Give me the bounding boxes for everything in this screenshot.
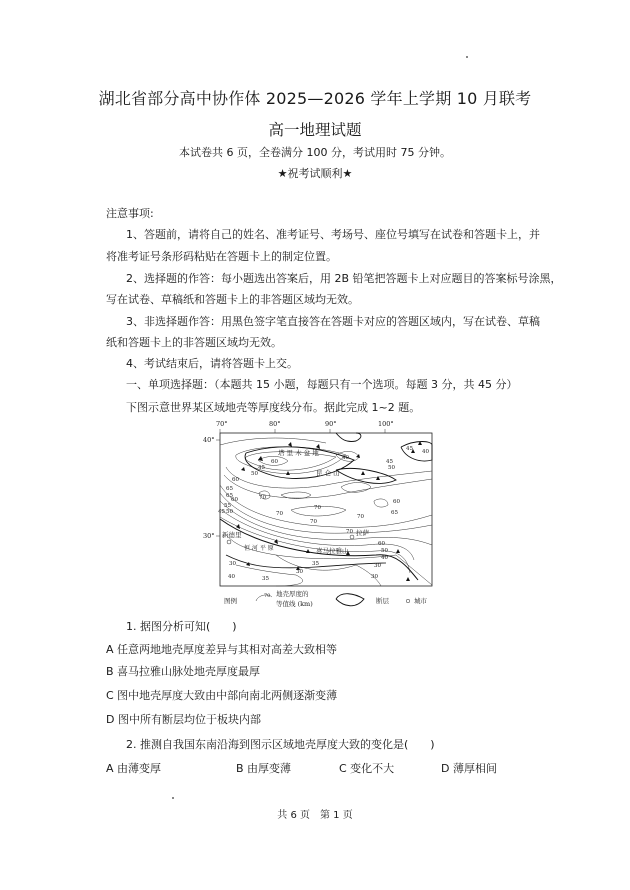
question-2-option-b[interactable]: B 由厚变薄 <box>236 762 292 775</box>
svg-text:60: 60 <box>378 541 385 547</box>
svg-text:65: 65 <box>391 510 398 516</box>
svg-text:70: 70 <box>264 593 271 599</box>
label-tarim: 塔 里 木 盆 地 <box>278 449 319 457</box>
svg-text:70: 70 <box>310 519 317 525</box>
svg-text:30: 30 <box>374 563 381 569</box>
notice-item-3-line1: 3、非选择题作答：用黑色签字笔直接答在答题卡对应的答题区域内，写在试卷、草稿 <box>126 315 540 328</box>
label-ganges: 恒 河 平 原 <box>244 545 274 552</box>
page-footer: 共 6 页 第 1 页 <box>277 810 353 821</box>
svg-text:40: 40 <box>228 574 235 580</box>
notice-item-1-line1: 1、答题前，请将自己的姓名、准考证号、考场号、座位号填写在试卷和答题卡上，并 <box>126 228 540 241</box>
question-1-option-b[interactable]: B 喜马拉雅山脉处地壳厚度最厚 <box>106 665 261 678</box>
svg-text:45: 45 <box>386 459 393 465</box>
notice-item-2-line1: 2、选择题的作答：每小题选出答案后，用 2B 铅笔把答题卡上对应题目的答案标号涂黑， <box>126 272 562 285</box>
svg-text:40°: 40° <box>203 436 215 444</box>
new-delhi-city-icon <box>227 540 231 544</box>
svg-text:断层: 断层 <box>376 597 389 605</box>
question-2-option-d[interactable]: D 薄厚相间 <box>441 762 497 775</box>
svg-text:100°: 100° <box>378 420 394 428</box>
svg-text:90°: 90° <box>325 420 337 428</box>
svg-text:30: 30 <box>296 569 303 575</box>
label-kunlun: 昆 仑 山 <box>316 469 340 477</box>
svg-text:地壳厚度的: 地壳厚度的 <box>276 590 309 598</box>
svg-text:40: 40 <box>422 449 429 455</box>
question-1-option-a[interactable]: A 任意两地地壳厚度差异与其相对高差大致相等 <box>106 643 338 656</box>
svg-text:60: 60 <box>231 497 238 503</box>
exam-info: 本试卷共 6 页，全卷满分 100 分，考试用时 75 分钟。 <box>179 146 451 159</box>
exam-wish: ★祝考试顺利★ <box>277 167 353 180</box>
svg-text:65: 65 <box>226 493 233 499</box>
svg-text:30°: 30° <box>203 532 215 540</box>
label-new-delhi: 新德里 <box>222 531 242 539</box>
svg-text:40: 40 <box>342 455 349 461</box>
crust-thickness-map <box>196 415 446 615</box>
notice-item-3-line2: 纸和答题卡上的非答题区域均无效。 <box>106 336 282 349</box>
svg-text:35: 35 <box>262 576 269 582</box>
question-1-stem: 1. 据图分析可知( ) <box>126 620 237 633</box>
city-legend-icon <box>406 599 410 603</box>
svg-text:70: 70 <box>346 529 353 535</box>
svg-text:等值线 (km): 等值线 (km) <box>276 600 313 608</box>
svg-text:40: 40 <box>381 555 388 561</box>
fault-legend-icon <box>336 594 364 606</box>
svg-text:70°: 70° <box>216 420 228 428</box>
stray-dot <box>466 56 468 58</box>
svg-text:70: 70 <box>357 514 364 520</box>
question-2-stem: 2. 推测自我国东南沿海到图示区域地壳厚度大致的变化是( ) <box>126 738 435 751</box>
question-2-option-a[interactable]: A 由薄变厚 <box>106 762 162 775</box>
svg-text:50: 50 <box>226 509 233 515</box>
svg-text:图例: 图例 <box>224 597 237 605</box>
svg-text:55: 55 <box>224 503 231 509</box>
question-1-option-c[interactable]: C 图中地壳厚度大致由中部向南北两侧逐渐变薄 <box>106 689 338 702</box>
svg-text:45: 45 <box>258 465 265 471</box>
question-2-option-c[interactable]: C 变化不大 <box>339 762 395 775</box>
svg-text:45: 45 <box>406 446 413 452</box>
svg-text:65: 65 <box>226 486 233 492</box>
svg-text:60: 60 <box>271 459 278 465</box>
label-himalaya: 喜马拉雅山 <box>316 547 349 555</box>
svg-text:80°: 80° <box>269 420 281 428</box>
svg-text:50: 50 <box>251 471 258 477</box>
svg-text:城市: 城市 <box>414 597 427 605</box>
svg-text:35: 35 <box>312 561 319 567</box>
label-lhasa: 拉萨 <box>356 529 369 537</box>
svg-text:70: 70 <box>276 511 283 517</box>
svg-text:60: 60 <box>232 477 239 483</box>
exam-title: 湖北省部分高中协作体 2025—2026 学年上学期 10 月联考 <box>98 89 532 108</box>
svg-text:30: 30 <box>371 574 378 580</box>
lhasa-city-icon <box>350 535 354 539</box>
notice-item-4: 4、考试结束后，请将答题卡上交。 <box>126 357 298 370</box>
svg-text:60: 60 <box>393 499 400 505</box>
svg-text:70: 70 <box>314 505 321 511</box>
notice-item-2-line2: 写在试卷、草稿纸和答题卡上的非答题区域均无效。 <box>106 293 359 306</box>
notice-heading: 注意事项: <box>106 207 154 220</box>
exam-subject: 高一地理试题 <box>268 121 362 139</box>
stray-dot <box>172 797 174 799</box>
svg-text:50: 50 <box>381 548 388 554</box>
section-intro: 下图示意世界某区域地壳等厚度线分布。据此完成 1~2 题。 <box>126 401 421 414</box>
notice-item-1-line2: 将准考证号条形码粘贴在答题卡上的制定位置。 <box>106 250 337 263</box>
svg-text:50: 50 <box>388 465 395 471</box>
svg-text:30: 30 <box>229 561 236 567</box>
svg-text:70: 70 <box>259 495 266 501</box>
svg-text:45: 45 <box>218 509 225 515</box>
question-1-option-d[interactable]: D 图中所有断层均位于板块内部 <box>106 713 261 726</box>
section-heading: 一、单项选择题：（本题共 15 小题，每题只有一个选项。每题 3 分，共 45 分） <box>126 378 518 391</box>
